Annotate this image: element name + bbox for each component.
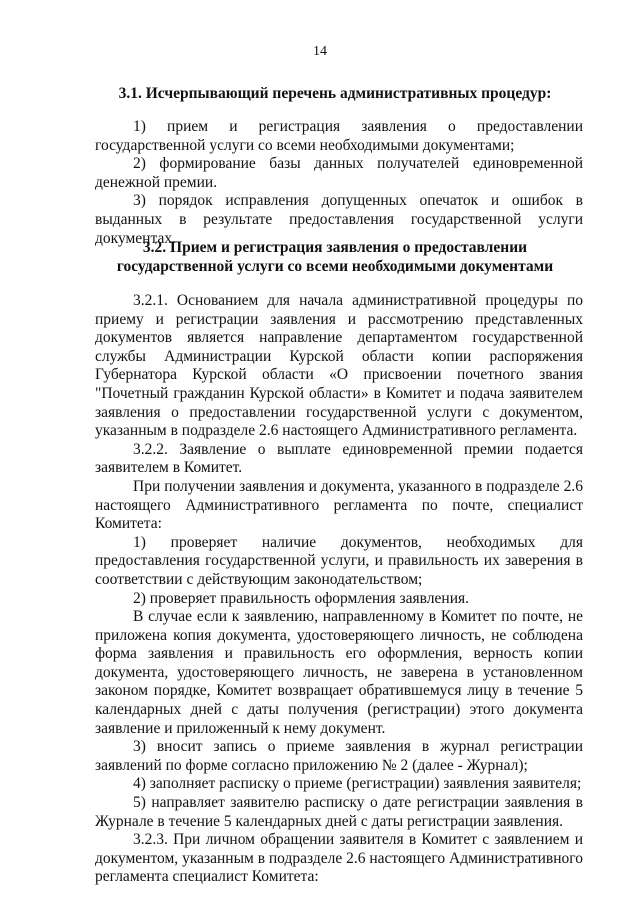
- paragraph: 5) направляет заявителю расписку о дате регистрации заявления в Журнале в течение 5 календарных дней с даты регистрации заявления.: [95, 794, 583, 830]
- paragraph: 1) проверяет наличие документов, необходимых для предоставления государственной услуги, и правильность их заверения в соответствии с действующим законодательством;: [95, 533, 583, 588]
- paragraph: 2) проверяет правильность оформления заявления.: [133, 589, 469, 607]
- paragraph: В случае если к заявлению, направленному в Комитет по почте, не приложена копия документа, удостоверяющего личность, не соблюдена форма заявления и правильность его оформления, верность копии документа, удостоверяющего личность, не заверена в установленном законом порядке, Комитет возвращает обратившемуся лицу в течение 5 календарных дней с даты получения (регистрации) этого документа заявление и приложенный к нему документ.: [95, 608, 583, 737]
- procedure-item: 2) формирование базы данных получателей единовременной денежной премии.: [95, 155, 583, 191]
- paragraph: 3) вносит запись о приеме заявления в журнал регистрации заявлений по форме согласно приложению № 2 (далее - Журнал);: [95, 738, 583, 774]
- section-3-2-heading-line2: государственной услуги со всеми необходимыми документами: [116, 258, 554, 275]
- section-3-2-heading: [95, 238, 575, 276]
- paragraph: При получении заявления и документа, указанного в подразделе 2.6 настоящего Административного регламента по почте, специалист Комитета:: [95, 477, 583, 533]
- procedure-item: 1) прием и регистрация заявления о предоставлении государственной услуги со всеми необходимыми документами;: [95, 118, 583, 154]
- page-number: 14: [313, 44, 327, 59]
- paragraph: 4) заполняет расписку о приеме (регистрации) заявления заявителя;: [133, 775, 582, 793]
- section-3-2-heading-line1: 3.2. Прием и регистрация заявления о предоставлении: [142, 239, 528, 256]
- section-3-1-heading: 3.1. Исчерпывающий перечень административных процедур:: [118, 85, 552, 102]
- paragraph: 3.2.2. Заявление о выплате единовременной премии подается заявителем в Комитет.: [95, 440, 583, 477]
- section-3-1-list: [95, 118, 583, 248]
- paragraph: 3.2.3. При личном обращении заявителя в Комитет с заявлением и документом, указанным в подразделе 2.6 настоящего Административного регламента специалист Комитета:: [95, 831, 583, 886]
- paragraph: 3.2.1. Основанием для начала административной процедуры по приему и регистрации заявления и рассмотрению представленных документов является направление департаментом государственной службы Администрации Курской области копии распоряжения Губернатора Курской области «О присвоении почетного звания "Почетный гражданин Курской области» в Комитет и подача заявителем заявления о предоставлении государственной услуги с документом, указанным в подразделе 2.6 настоящего Административного регламента.: [95, 292, 583, 440]
- section-3-2-body: [95, 292, 583, 887]
- procedure-item: 3) порядок исправления допущенных опечаток и ошибок в выданных в результате предоставления государственной услуги документах.: [95, 192, 583, 247]
